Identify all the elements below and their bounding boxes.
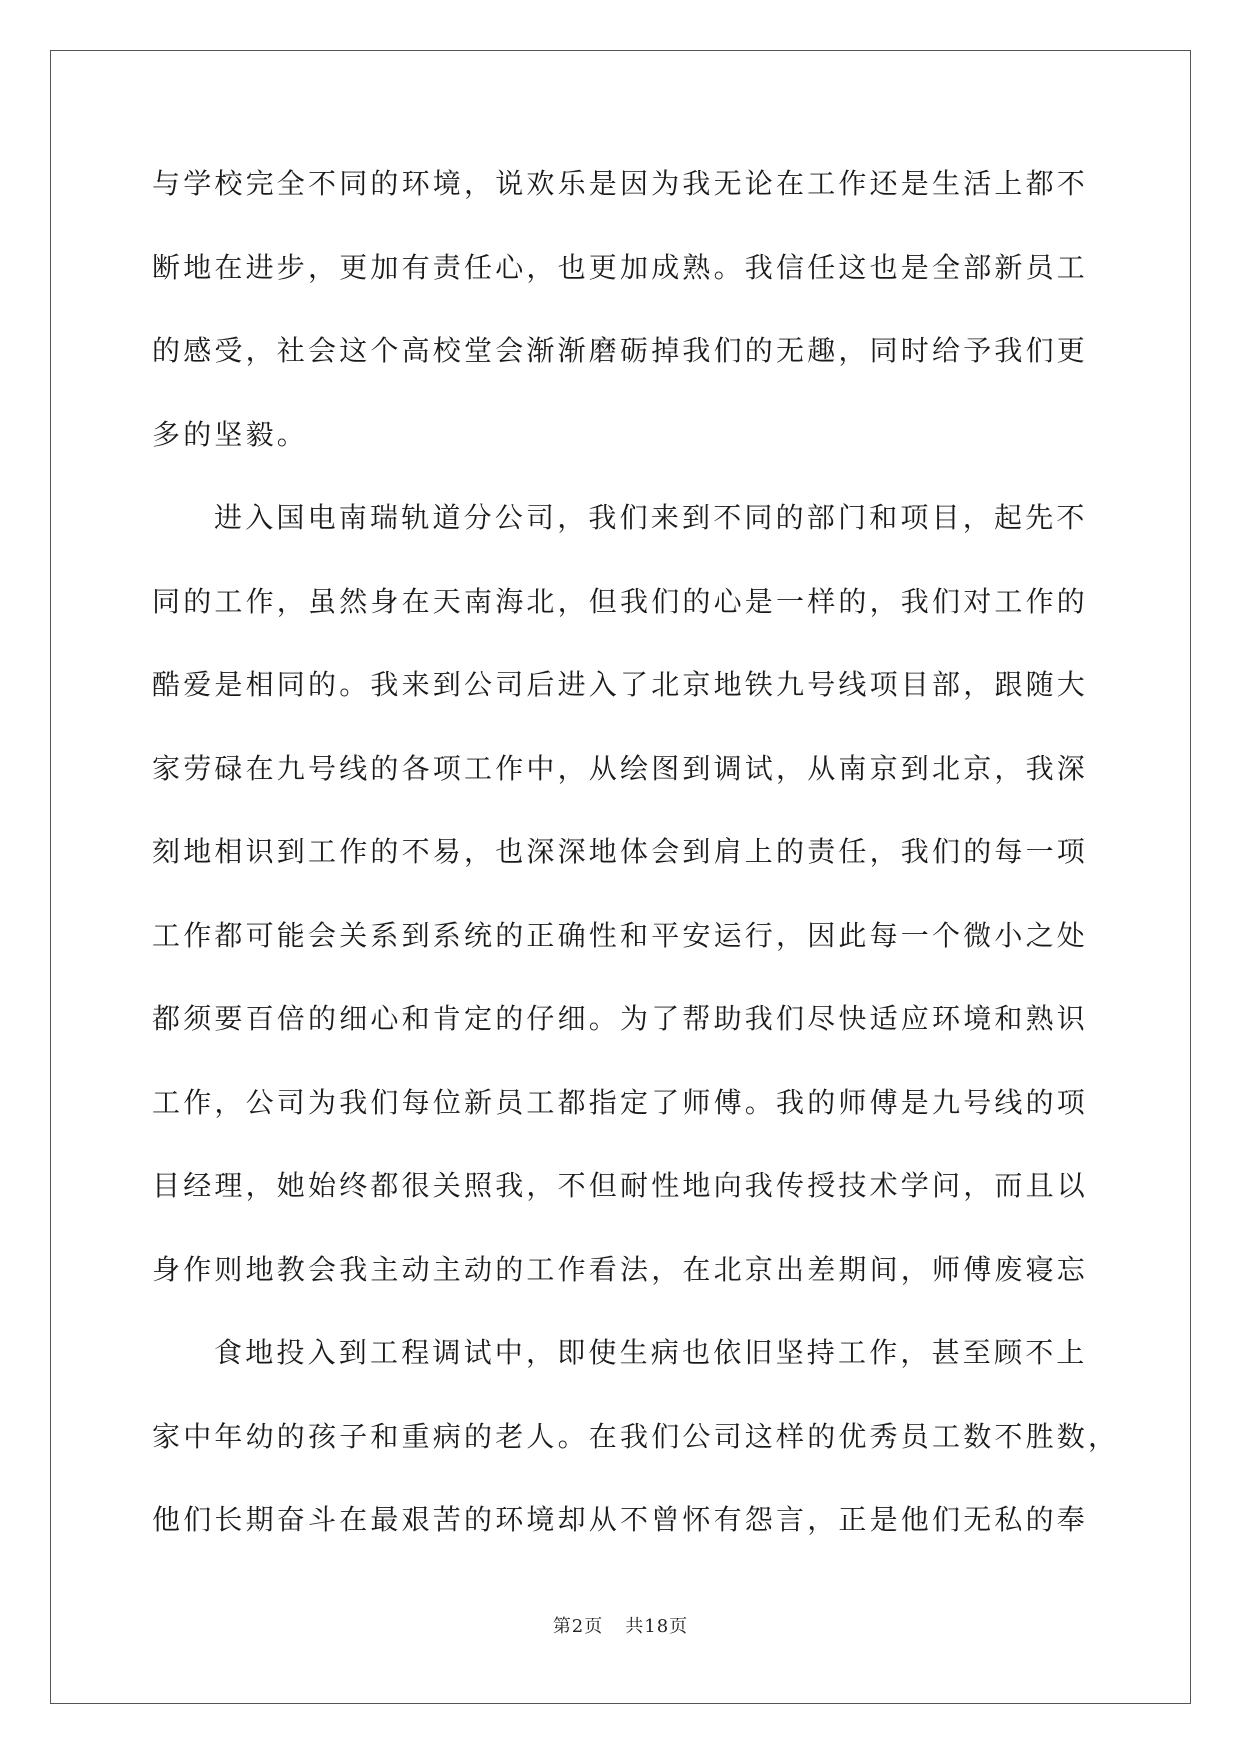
- text-line: 刻地相识到工作的不易，也深深地体会到肩上的责任，我们的每一项: [152, 835, 1089, 868]
- text-line: 酷爱是相同的。我来到公司后进入了北京地铁九号线项目部，跟随大: [152, 668, 1089, 701]
- text-line: 工作都可能会关系到系统的正确性和平安运行，因此每一个微小之处: [152, 918, 1089, 952]
- text-line: 进入国电南瑞轨道分公司，我们来到不同的部门和项目，起先不: [214, 501, 1088, 534]
- document-body: [152, 160, 1120, 1580]
- text-line: 他们长期奋斗在最艰苦的环境却从不曾怀有怨言，正是他们无私的奉: [152, 1503, 1089, 1536]
- text-line: 家中年幼的孩子和重病的老人。在我们公司这样的优秀员工数不胜数，: [152, 1419, 1120, 1453]
- text-line: 同的工作，虽然身在天南海北，但我们的心是一样的，我们对工作的: [152, 584, 1089, 618]
- text-line: 家劳碌在九号线的各项工作中，从绘图到调试，从南京到北京，我深: [152, 751, 1089, 785]
- page-footer: [0, 1612, 1241, 1638]
- text-line: 多的坚毅。: [152, 417, 309, 451]
- text-line: 的感受，社会这个高校堂会渐渐磨砺掉我们的无趣，同时给予我们更: [152, 334, 1089, 367]
- text-line: 工作，公司为我们每位新员工都指定了师傅。我的师傅是九号线的项: [152, 1085, 1089, 1119]
- text-line: 与学校完全不同的环境，说欢乐是因为我无论在工作还是生活上都不: [152, 167, 1089, 200]
- text-line: 都须要百倍的细心和肯定的仔细。为了帮助我们尽快适应环境和熟识: [152, 1002, 1089, 1035]
- text-line: 食地投入到工程调试中，即使生病也依旧坚持工作，甚至顾不上: [214, 1336, 1088, 1369]
- page-total: 共18页: [625, 1616, 689, 1637]
- text-line: 身作则地教会我主动主动的工作看法，在北京出差期间，师傅废寝忘: [152, 1252, 1089, 1286]
- text-line: 目经理，她始终都很关照我，不但耐性地向我传授技术学问，而且以: [152, 1169, 1089, 1202]
- page-number: 第2页: [552, 1616, 604, 1637]
- text-line: 断地在进步，更加有责任心，也更加成熟。我信任这也是全部新员工: [152, 250, 1089, 284]
